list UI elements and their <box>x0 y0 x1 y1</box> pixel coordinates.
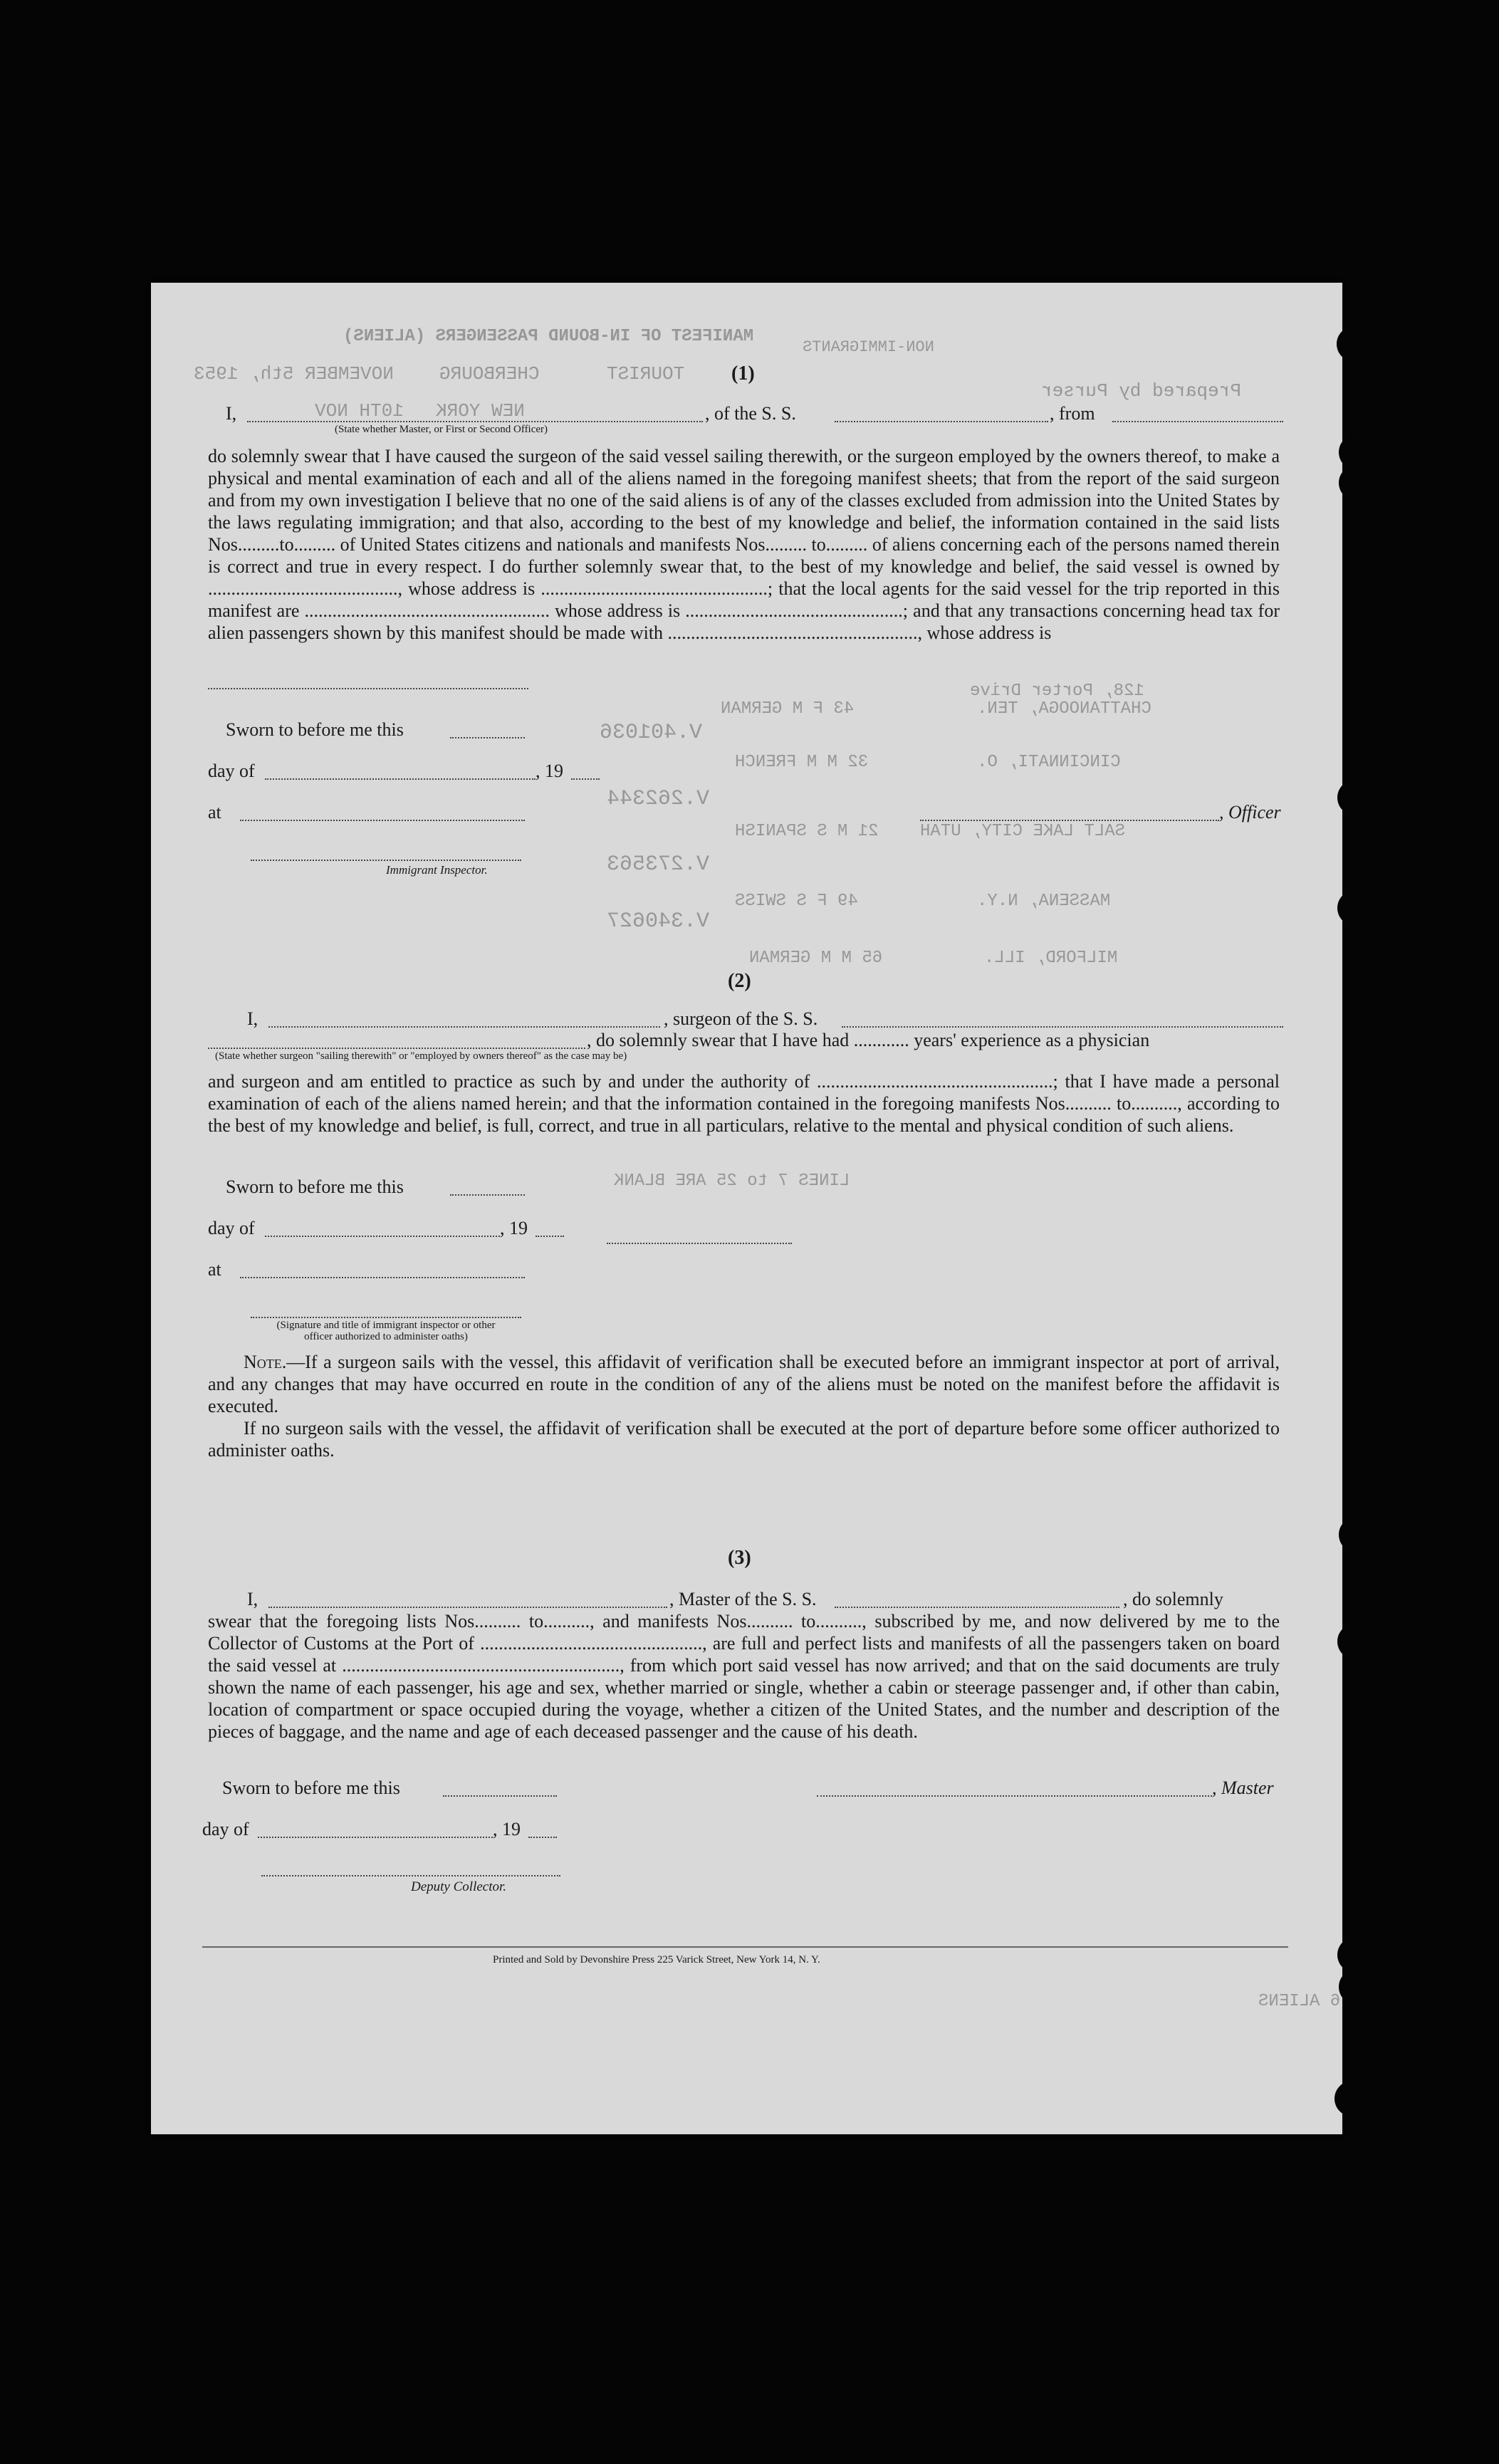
section-2-sworn-field[interactable] <box>450 1193 525 1196</box>
inspector-signature-field[interactable] <box>251 858 521 861</box>
vessel-name-field[interactable] <box>835 419 1048 422</box>
punch-hole <box>1337 780 1373 815</box>
bleed-city-2: CINCINNATI, O. <box>977 753 1121 772</box>
officer-note: (State whether Master, or First or Second Officer) <box>335 424 548 435</box>
master-of-ss-label: , Master of the S. S. <box>669 1589 817 1609</box>
bleed-city-4: MASSENA, N.Y. <box>977 892 1111 911</box>
bleed-visa-3: V.273563 <box>607 852 710 877</box>
section-1-day-of-label: day of <box>208 761 255 781</box>
deputy-collector-label: Deputy Collector. <box>411 1879 507 1894</box>
bleed-non-immigrants: NON-IMMIGRANTS <box>803 338 934 356</box>
note-2-paragraph: If no surgeon sails with the vessel, the affidavit of verification shall be executed at the port of departure before some officer authorized to administer oaths. <box>208 1418 1280 1461</box>
master-3-name-field[interactable] <box>268 1605 667 1608</box>
from-port-field[interactable] <box>1112 419 1283 422</box>
section-3-day-of-label: day of <box>202 1819 249 1839</box>
immigrant-inspector-label: Immigrant Inspector. <box>386 863 488 877</box>
section-1-day-field[interactable] <box>265 777 536 780</box>
section-1-number: (1) <box>731 362 755 385</box>
master-3-vessel-field[interactable] <box>835 1605 1119 1608</box>
section-2-year-label: , 19 <box>500 1218 528 1238</box>
surgeon-signature-field[interactable] <box>607 1241 792 1244</box>
bleed-city-3: SALT LAKE CITY, UTAH <box>920 822 1126 841</box>
bleed-manifest-title: MANIFEST OF IN-BOUND PASSENGERS (ALIENS) <box>343 327 754 346</box>
punch-hole <box>1337 326 1372 362</box>
officer-label: , Officer <box>1219 802 1281 823</box>
footer-rule <box>202 1946 1288 1948</box>
section-3-day-field[interactable] <box>258 1835 493 1838</box>
bleed-cherbourg: CHERBOURG <box>439 363 540 385</box>
section-1-year-label: , 19 <box>536 761 563 781</box>
master-signature-field[interactable] <box>817 1794 1212 1797</box>
bleed-prepared-by: Prepared by Purser <box>1041 380 1241 402</box>
section-3-sworn-label: Sworn to before me this <box>222 1777 400 1798</box>
section-2-number: (2) <box>728 970 751 992</box>
surgeon-name-field[interactable] <box>268 1025 660 1028</box>
master-swear-label: , do solemnly <box>1123 1589 1223 1609</box>
section-2-i: I, <box>247 1008 258 1029</box>
bleed-row-5: 65 M M GERMAN <box>749 949 883 968</box>
bleed-row-2: 32 M M FRENCH <box>735 753 869 772</box>
bleed-city-5: MILFORD, ILL. <box>984 949 1118 968</box>
printer-credit: Printed and Sold by Devonshire Press 225 Varick Street, New York 14, N. Y. <box>493 1954 820 1966</box>
bleed-blank-lines: LINES 7 to 25 ARE BLANK <box>614 1171 850 1191</box>
section-1-sworn-label: Sworn to before me this <box>226 719 404 740</box>
section-2-day-field[interactable] <box>265 1234 500 1237</box>
punch-hole <box>1337 1937 1373 1973</box>
note-text: —If a surgeon sails with the vessel, this affidavit of verification shall be executed before an immigrant inspector at port of arrival, and any changes that may have occurred en route in the condition of any of the aliens must be noted on the manifest before the affidavit is executed. <box>208 1352 1280 1416</box>
of-ss-label: , of the S. S. <box>705 403 796 424</box>
section-2-year-field[interactable] <box>536 1234 564 1237</box>
bleed-sail-date: NOVEMBER 5th, 1953 <box>194 363 394 385</box>
punch-hole <box>1335 2081 1370 2116</box>
bleed-arrival-date: 10TH NOV <box>315 400 404 422</box>
from-label: , from <box>1050 403 1095 424</box>
bleed-city-1: CHATTANOOGA, TEN. <box>977 699 1151 719</box>
section-1-year-field[interactable] <box>571 777 600 780</box>
surgeon-swear-text: , do solemnly swear that I have had ............ years' experience as a physician <box>587 1030 1150 1050</box>
surgeon-vessel-field[interactable] <box>842 1025 1283 1028</box>
bleed-row-3: 21 M S SPANISH <box>735 822 879 841</box>
manifest-form-page <box>151 283 1342 2134</box>
officer-signature-field[interactable] <box>920 818 1219 821</box>
master-label: , Master <box>1212 1777 1274 1798</box>
section-2-signature-field[interactable] <box>251 1315 521 1318</box>
section-2-sworn-label: Sworn to before me this <box>226 1176 404 1197</box>
bleed-visa-1: V.401036 <box>600 721 703 745</box>
deputy-signature-field[interactable] <box>261 1874 560 1876</box>
punch-hole <box>1339 465 1374 501</box>
section-1-at-field[interactable] <box>240 818 525 821</box>
section-3-i: I, <box>247 1589 258 1609</box>
note-paragraph <box>208 1351 1280 1417</box>
bleed-visa-2: V.262344 <box>607 787 710 811</box>
signature-title-note: (Signature and title of immigrant inspector or other officer authorized to administer oaths) <box>276 1320 496 1342</box>
punch-hole <box>1337 1624 1373 1659</box>
section-3-year-field[interactable] <box>528 1835 557 1838</box>
section-1-i: I, <box>226 403 237 424</box>
section-1-at-label: at <box>208 802 221 823</box>
section-2-paragraph: and surgeon and am entitled to practice as such by and under the authority of ...................................................; that I have made a personal examination of each of the aliens named herein; and that the information contained in the foregoing manifests Nos.......... to.........., according to the best of my knowledge and belief, is full, correct, and true in all particulars, relative to the mental and physical condition of such aliens. <box>208 1071 1280 1136</box>
head-tax-agent-field[interactable] <box>208 687 528 689</box>
section-2-at-label: at <box>208 1259 221 1280</box>
bleed-address-1: 128, Porter Drive <box>970 682 1144 701</box>
note-label: Note. <box>244 1352 287 1372</box>
section-1-paragraph: do solemnly swear that I have caused the surgeon of the said vessel sailing therewith, or the surgeon employed by the owners thereof, to make a physical and mental examination of each and all of the aliens named in the foregoing manifest sheets; that from the report of the said surgeon and from my own investigation I believe that no one of the said aliens is of any of the classes excluded from admission into the United States by the laws regulating immigration; and that also, according to the best of my knowledge and belief, the information contained in the said lists Nos.........to......... of United States citizens and nationals and manifests Nos......... to......... of aliens concerning each of the persons named therein is correct and true in every respect. I do further solemnly swear that, to the best of my knowledge and belief, the said vessel is owned by ........................................., whose address is .................................................; that the local agents for the said vessel for the trip reported in this manifest are ..................................................... whose address is ...............................................; and that any transactions concerning head tax for alien passengers shown by this manifest should be made with ......................................................, whose address is <box>208 446 1280 643</box>
bleed-row-1: 43 F M GERMAN <box>721 699 855 719</box>
section-2-at-field[interactable] <box>240 1275 525 1278</box>
bleed-alien-count: 6 ALIENS <box>1258 1992 1341 2011</box>
section-3-number: (3) <box>728 1547 751 1569</box>
surgeon-status-field[interactable] <box>208 1046 585 1049</box>
section-1-sworn-field[interactable] <box>450 736 525 738</box>
section-3-sworn-field[interactable] <box>443 1794 557 1797</box>
punch-hole <box>1349 1200 1384 1236</box>
section-3-paragraph: swear that the foregoing lists Nos.......... to.........., and manifests Nos.......... to.........., subscribed by me, and now delivered by me to the Collector of Customs at the Port of ................................................, are full and perfect lists and manifests of all the passengers taken on board the said vessel at ............................................................, from which port said vessel has now arrived; and that on the said documents are truly shown the name of each passenger, his age and sex, whether married or single, whether a cabin or steerage passenger and, if other than cabin, location of compartment or space occupied during the voyage, whether a citizen of the United States, and the number and description of the pieces of baggage, and the name and age of each deceased passenger and the cause of his death. <box>208 1611 1280 1742</box>
punch-hole <box>1337 890 1373 926</box>
bleed-new-york: NEW YORK <box>436 400 525 422</box>
bleed-visa-4: V.340627 <box>607 909 710 934</box>
bleed-tourist: TOURIST <box>607 363 685 385</box>
surgeon-note: (State whether surgeon "sailing therewith" or "employed by owners thereof" as the case may be) <box>215 1050 627 1062</box>
bleed-row-4: 49 F S SWISS <box>735 892 858 911</box>
surgeon-of-ss-label: , surgeon of the S. S. <box>664 1008 818 1029</box>
section-2-day-of-label: day of <box>208 1218 255 1238</box>
punch-hole <box>1339 1969 1374 2005</box>
punch-hole <box>1339 1517 1374 1552</box>
section-3-year-label: , 19 <box>493 1819 521 1839</box>
